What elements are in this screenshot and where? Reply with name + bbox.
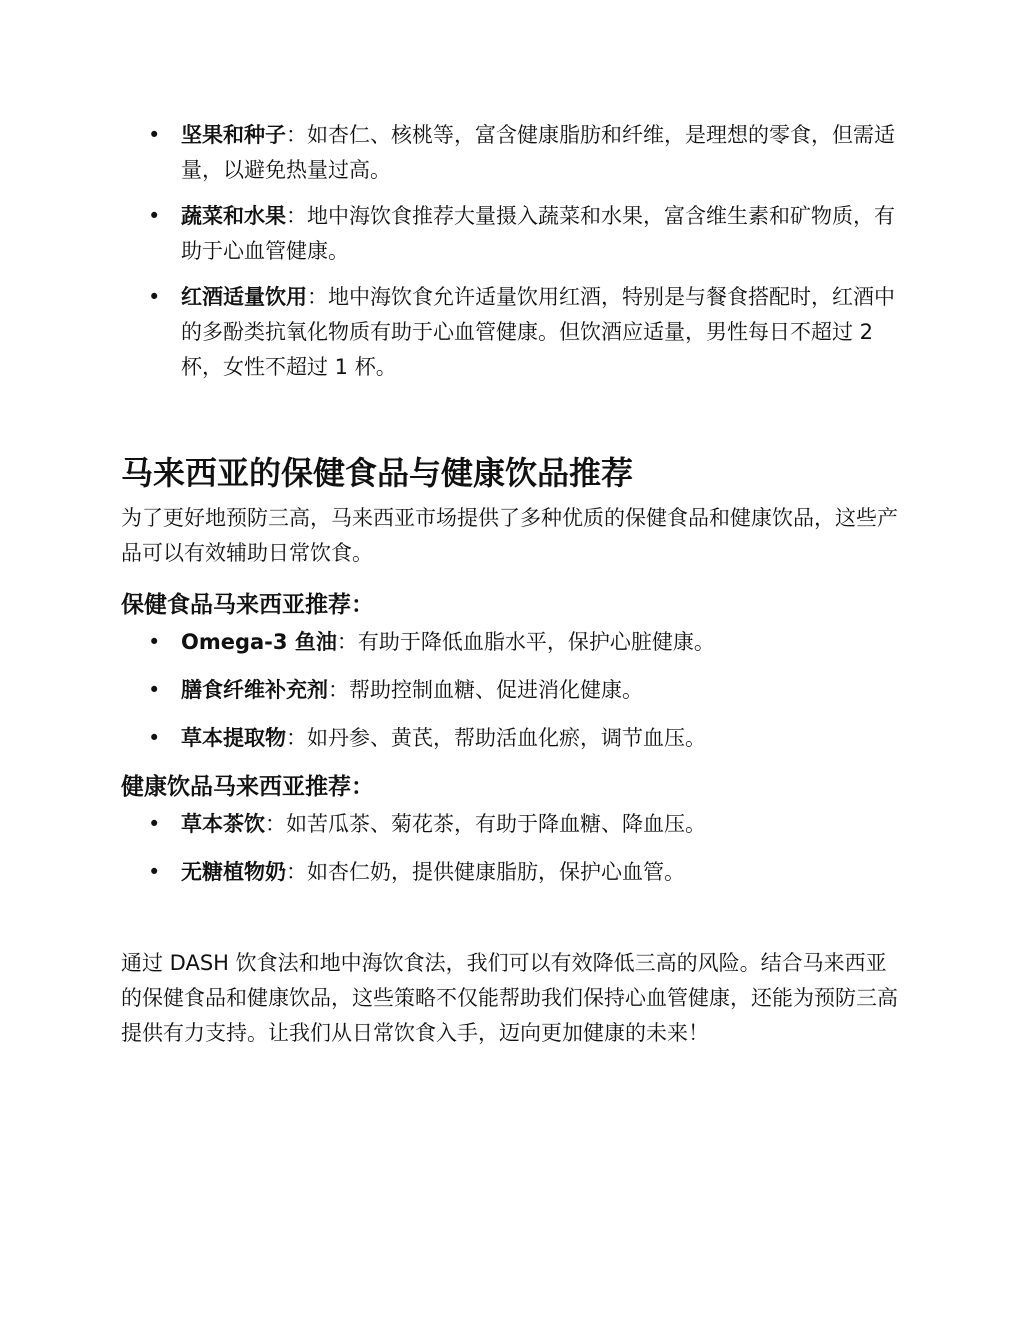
- list-item-term: 膳食纤维补充剂: [181, 678, 328, 702]
- list-item-separator: ：: [286, 123, 307, 147]
- list-item-term: Omega-3 鱼油: [181, 630, 337, 654]
- list-item-term: 草本提取物: [181, 726, 286, 750]
- list-item-text: 如丹参、黄芪，帮助活血化瘀，调节血压。: [307, 726, 706, 750]
- section-title: 马来西亚的保健食品与健康饮品推荐: [121, 454, 634, 492]
- list-item-term: 坚果和种子: [181, 123, 286, 147]
- document-page: [121, 118, 901, 1051]
- list-item: [121, 118, 901, 188]
- list-item-separator: ：: [265, 812, 286, 836]
- list-item-text: 如苦瓜茶、菊花茶，有助于降血糖、降血压。: [286, 812, 706, 836]
- list-item-separator: ：: [307, 285, 328, 309]
- list-item-text: 地中海饮食推荐大量摄入蔬菜和水果，富含维生素和矿物质，有助于心血管健康。: [181, 204, 895, 263]
- list-item: [121, 855, 901, 890]
- supplements-list: [121, 625, 901, 756]
- list-item-text: 如杏仁、核桃等，富含健康脂肪和纤维，是理想的零食，但需适量，以避免热量过高。: [181, 123, 895, 182]
- list-item: [121, 625, 901, 660]
- drinks-heading: 健康饮品马来西亚推荐：: [121, 774, 374, 800]
- list-item: [121, 721, 901, 756]
- section-paragraph: 为了更好地预防三高，马来西亚市场提供了多种优质的保健食品和健康饮品，这些产品可以有效辅助日常饮食。: [121, 506, 898, 565]
- list-item-separator: ：: [286, 726, 307, 750]
- list-item-text: 帮助控制血糖、促进消化健康。: [349, 678, 643, 702]
- conclusion-paragraph: 通过 DASH 饮食法和地中海饮食法，我们可以有效降低三高的风险。结合马来西亚的保健食品和健康饮品，这些策略不仅能帮助我们保持心血管健康，还能为预防三高提供有力支持。让我们从日常饮食入手，迈向更加健康的未来！: [121, 951, 898, 1045]
- list-item-separator: ：: [286, 860, 307, 884]
- list-item-term: 草本茶饮: [181, 812, 265, 836]
- list-item: [121, 199, 901, 269]
- list-item: [121, 807, 901, 842]
- drinks-list: [121, 807, 901, 890]
- list-item: [121, 673, 901, 708]
- list-item: [121, 280, 901, 385]
- list-item-separator: ：: [336, 630, 358, 654]
- list-item-text: 有助于降低血脂水平，保护心脏健康。: [357, 630, 715, 654]
- diet-item-list: [121, 118, 901, 385]
- list-item-text: 地中海饮食允许适量饮用红酒，特别是与餐食搭配时，红酒中的多酚类抗氧化物质有助于心血管健康。但饮酒应适量，男性每日不超过 2 杯，女性不超过 1 杯。: [181, 285, 895, 379]
- list-item-term: 蔬菜和水果: [181, 204, 286, 228]
- list-item-separator: ：: [286, 204, 307, 228]
- list-item-term: 无糖植物奶: [181, 860, 286, 884]
- supplements-heading: 保健食品马来西亚推荐：: [121, 592, 374, 618]
- list-item-text: 如杏仁奶，提供健康脂肪，保护心血管。: [307, 860, 685, 884]
- list-item-term: 红酒适量饮用: [181, 285, 307, 309]
- list-item-separator: ：: [328, 678, 349, 702]
